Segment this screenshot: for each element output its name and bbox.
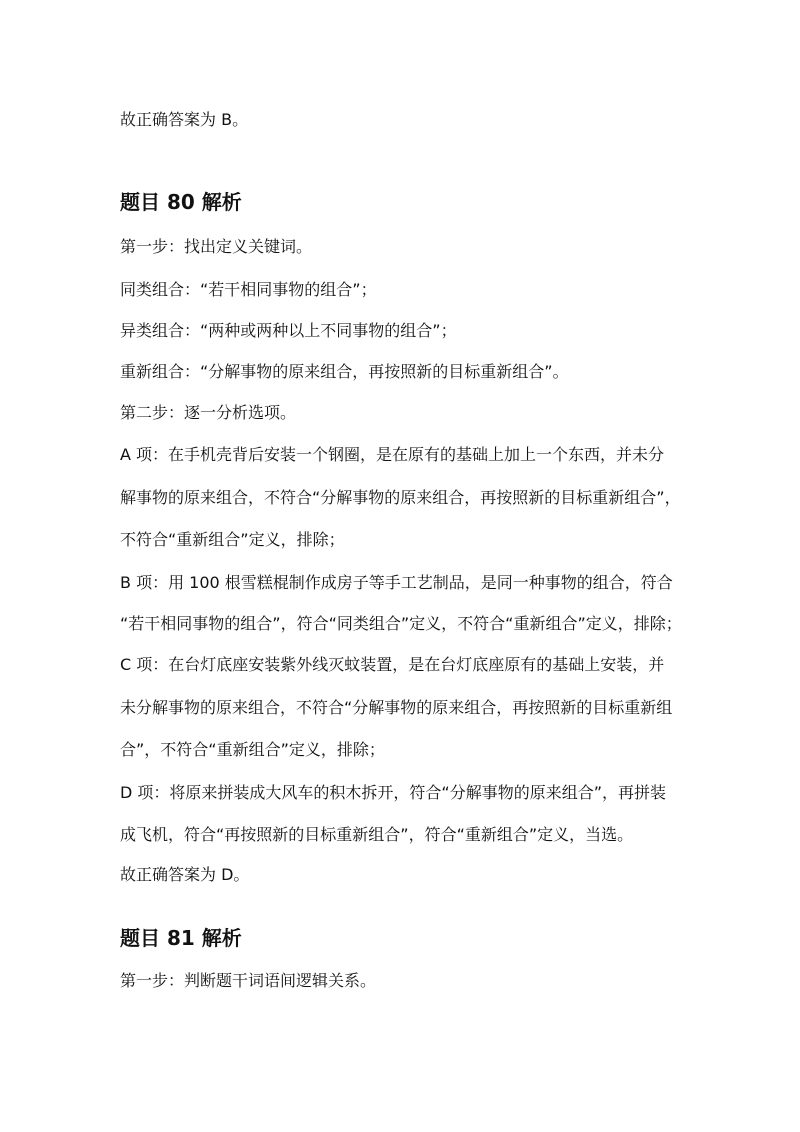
q80-diff-class-definition: 异类组合：“两种或两种以上不同事物的组合”； [120,321,457,340]
q80-option-a-line3: 不符合“重新组合”定义，排除； [120,530,345,549]
q80-option-b-line1: B 项：用 100 根雪糕棍制作成房子等手工艺制品，是同一种事物的组合，符合 [120,573,673,592]
previous-conclusion: 故正确答案为 B。 [120,110,249,129]
q81-step1: 第一步：判断题干词语间逻辑关系。 [120,971,377,990]
q80-option-c-line1: C 项：在台灯底座安装紫外线灭蚊装置，是在台灯底座原有的基础上安装，并 [120,655,665,674]
q80-step2: 第二步：逐一分析选项。 [120,403,297,422]
section-heading-q80: 题目 80 解析 [120,190,242,214]
q80-option-d-line1: D 项：将原来拼装成大风车的积木拆开，符合“分解事物的原来组合”，再拼装 [120,783,666,802]
q80-option-c-line2: 未分解事物的原来组合，不符合“分解事物的原来组合，再按照新的目标重新组 [120,698,673,717]
q80-option-d-line2: 成飞机，符合“再按照新的目标重新组合”，符合“重新组合”定义，当选。 [120,825,634,844]
q80-step1: 第一步：找出定义关键词。 [120,237,313,256]
q80-conclusion: 故正确答案为 D。 [120,865,250,884]
q80-option-b-line2: “若干相同事物的组合”，符合“同类组合”定义，不符合“重新组合”定义，排除； [120,614,682,633]
q80-same-class-definition: 同类组合：“若干相同事物的组合”； [120,280,377,299]
q80-option-a-line2: 解事物的原来组合，不符合“分解事物的原来组合，再按照新的目标重新组合”， [120,488,681,507]
section-heading-q81: 题目 81 解析 [120,926,242,950]
q80-recombine-definition: 重新组合：“分解事物的原来组合，再按照新的目标重新组合”。 [120,362,569,381]
q80-option-c-line3: 合”，不符合“重新组合”定义，排除； [120,740,385,759]
q80-option-a-line1: A 项：在手机壳背后安装一个钢圈，是在原有的基础上加上一个东西，并未分 [120,445,665,464]
